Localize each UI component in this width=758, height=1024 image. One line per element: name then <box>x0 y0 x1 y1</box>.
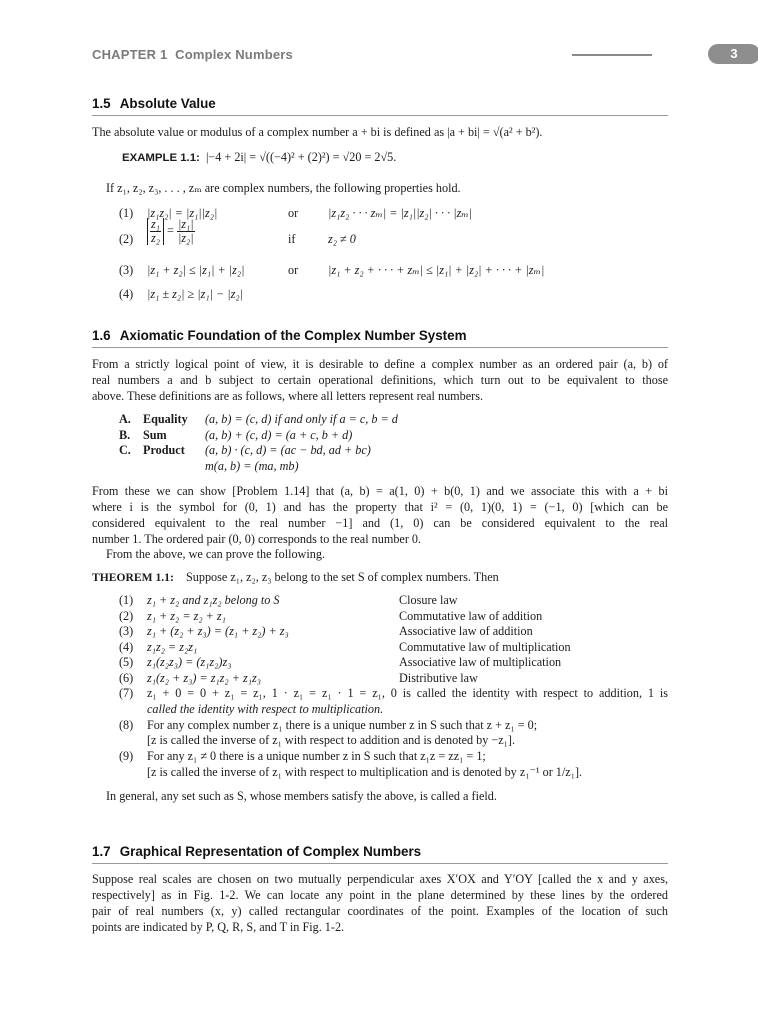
theorem-item-law: Commutative law of addition <box>399 609 543 623</box>
theorem-item-text: z₁ + z₂ = z₂ + z₁ <box>147 609 226 623</box>
definition-name: Product <box>143 443 185 457</box>
property-connector: if <box>288 232 296 246</box>
theorem-item-number: (3) <box>119 624 134 638</box>
theorem-item-text: z₁(z₂z₃) = (z₁z₂)z₃ <box>147 655 232 669</box>
paragraph-line: above. These definitions are as follows, where all letters represent real numbers. <box>92 389 483 403</box>
example-1-1: EXAMPLE 1.1: |−4 + 2i| = √((−4)² + (2)²) = √20 = 2√5. <box>122 150 397 164</box>
definition-letter: B. <box>119 428 131 442</box>
property-connector: or <box>288 263 299 277</box>
paragraph-line: considered equivalent to the real number −1] and (1, 0) can be considered equivalent to the real <box>92 516 668 530</box>
theorem-item-law: Commutative law of multiplication <box>399 640 571 654</box>
page-header <box>92 44 738 66</box>
header-rule <box>572 54 652 56</box>
theorem-item-text: z₁ + 0 = 0 + z₁ = z₁, 1 · z₁ = z₁ · 1 = z₁, 0 is called the identity with respect to addition, 1 is <box>147 686 668 700</box>
paragraph-line: number 1. The ordered pair (0, 0) corresponds to the real number 0. <box>92 532 422 546</box>
properties-intro: If z₁, z₂, z₃, . . . , zₘ are complex numbers, the following properties hold. <box>106 181 461 195</box>
theorem-item-law: Associative law of multiplication <box>399 655 562 669</box>
property-number: (4) <box>119 287 134 301</box>
theorem-item-number: (4) <box>119 640 134 654</box>
property-right: |z₁z₂ · · · zₘ| = |z₁||z₂| · · · |zₘ| <box>328 206 473 220</box>
property-right: |z₁ + z₂ + · · · + zₘ| ≤ |z₁| + |z₂| + · · · + |zₘ| <box>328 263 545 277</box>
theorem-1-1: THEOREM 1.1: Suppose z₁, z₂, z₃ belong to the set S of complex numbers. Then <box>92 570 499 584</box>
theorem-item-number: (9) <box>119 749 134 763</box>
definition-letter: C. <box>119 443 131 457</box>
theorem-item-number: (1) <box>119 593 134 607</box>
definition-name: Sum <box>143 428 167 442</box>
running-head: CHAPTER 1 Complex Numbers <box>92 47 293 62</box>
theorem-item-text: For any complex number z₁ there is a unique number z in S such that z + z₁ = 0; <box>147 718 538 732</box>
theorem-item-number: (8) <box>119 718 134 732</box>
property-left: |z₁ + z₂| ≤ |z₁| + |z₂| <box>147 263 245 277</box>
definition-text: (a, b) + (c, d) = (a + c, b + d) <box>205 428 353 442</box>
definition-text: (a, b) · (c, d) = (ac − bd, ad + bc) <box>205 443 371 457</box>
paragraph-line: From a strictly logical point of view, it is desirable to define a complex number as an ordered pair (a, b) of <box>92 357 668 371</box>
paragraph-line: real numbers a and b subject to certain operational definitions, which turn out to be equivalent to those <box>92 373 668 387</box>
theorem-item-number: (7) <box>119 686 134 700</box>
property-connector: or <box>288 206 299 220</box>
definition-name: Equality <box>143 412 188 426</box>
theorem-item-law: Distributive law <box>399 671 478 685</box>
theorem-item-text: z₁ + z₂ and z₁z₂ belong to S <box>147 593 280 607</box>
paragraph-line: points are indicated by P, Q, R, S, and T in Fig. 1-2. <box>92 920 345 934</box>
theorem-item-text: called the identity with respect to multiplication. <box>147 702 384 716</box>
property-fraction: $\frac{\text{z₁}}{\text{z₂}}$ = $\frac{\text{|z₁|}}{\text{|z₂|}}$ <box>147 218 195 245</box>
absolute-value-definition: The absolute value or modulus of a complex number a + bi is defined as |a + bi| = √(a² + b²). <box>92 125 543 139</box>
theorem-item-text: z₁ + (z₂ + z₃) = (z₁ + z₂) + z₃ <box>147 624 289 638</box>
property-left: |z₁ ± z₂| ≥ |z₁| − |z₂| <box>147 287 243 301</box>
paragraph-line: respectively] as in Fig. 1-2. We can locate any point in the plane determined by these lines by the ordered <box>92 888 668 902</box>
theorem-item-number: (6) <box>119 671 134 685</box>
property-right: z₂ ≠ 0 <box>328 232 356 246</box>
theorem-item-law: Closure law <box>399 593 458 607</box>
page-number: 3 <box>708 44 758 64</box>
section-heading-1-7: 1.7 Graphical Representation of Complex Numbers <box>92 844 668 864</box>
property-left: |z₁z₂| = |z₁||z₂| <box>147 206 218 220</box>
property-number: (3) <box>119 263 134 277</box>
field-definition: In general, any set such as S, whose members satisfy the above, is called a field. <box>106 789 497 803</box>
paragraph-line: pair of real numbers (x, y) called rectangular coordinates of the point. Examples of the location of such <box>92 904 668 918</box>
paragraph-line: From these we can show [Problem 1.14] that (a, b) = a(1, 0) + b(0, 1) and we associate this with a + bi <box>92 484 668 498</box>
theorem-item-number: (5) <box>119 655 134 669</box>
theorem-item-text: [z is called the inverse of z₁ with respect to addition and is denoted by −z₁]. <box>147 733 516 747</box>
paragraph-line: Suppose real scales are chosen on two mutually perpendicular axes X′OX and Y′OY [called the x and y axes, <box>92 872 668 886</box>
paragraph-line: From the above, we can prove the following. <box>106 547 325 561</box>
definition-letter: A. <box>119 412 131 426</box>
theorem-item-text: For any z₁ ≠ 0 there is a unique number z in S such that z₁z = zz₁ = 1; <box>147 749 486 763</box>
definition-text: (a, b) = (c, d) if and only if a = c, b = d <box>205 412 398 426</box>
theorem-item-number: (2) <box>119 609 134 623</box>
property-number: (1) <box>119 206 134 220</box>
definition-text: m(a, b) = (ma, mb) <box>205 459 299 473</box>
section-heading-1-6: 1.6 Axiomatic Foundation of the Complex Number System <box>92 328 668 348</box>
theorem-item-text: z₁(z₂ + z₃) = z₁z₂ + z₁z₃ <box>147 671 261 685</box>
property-number: (2) <box>119 232 134 246</box>
theorem-item-text: [z is called the inverse of z₁ with respect to multiplication and is denoted by z₁⁻¹ or 1/z₁]. <box>147 765 583 779</box>
theorem-item-text: z₁z₂ = z₂z₁ <box>147 640 198 654</box>
paragraph-line: where i is the symbol for (0, 1) and has the property that i² = (0, 1)(0, 1) = (−1, 0) [which can be <box>92 500 668 514</box>
section-heading-1-5: 1.5 Absolute Value <box>92 96 668 116</box>
theorem-item-law: Associative law of addition <box>399 624 533 638</box>
